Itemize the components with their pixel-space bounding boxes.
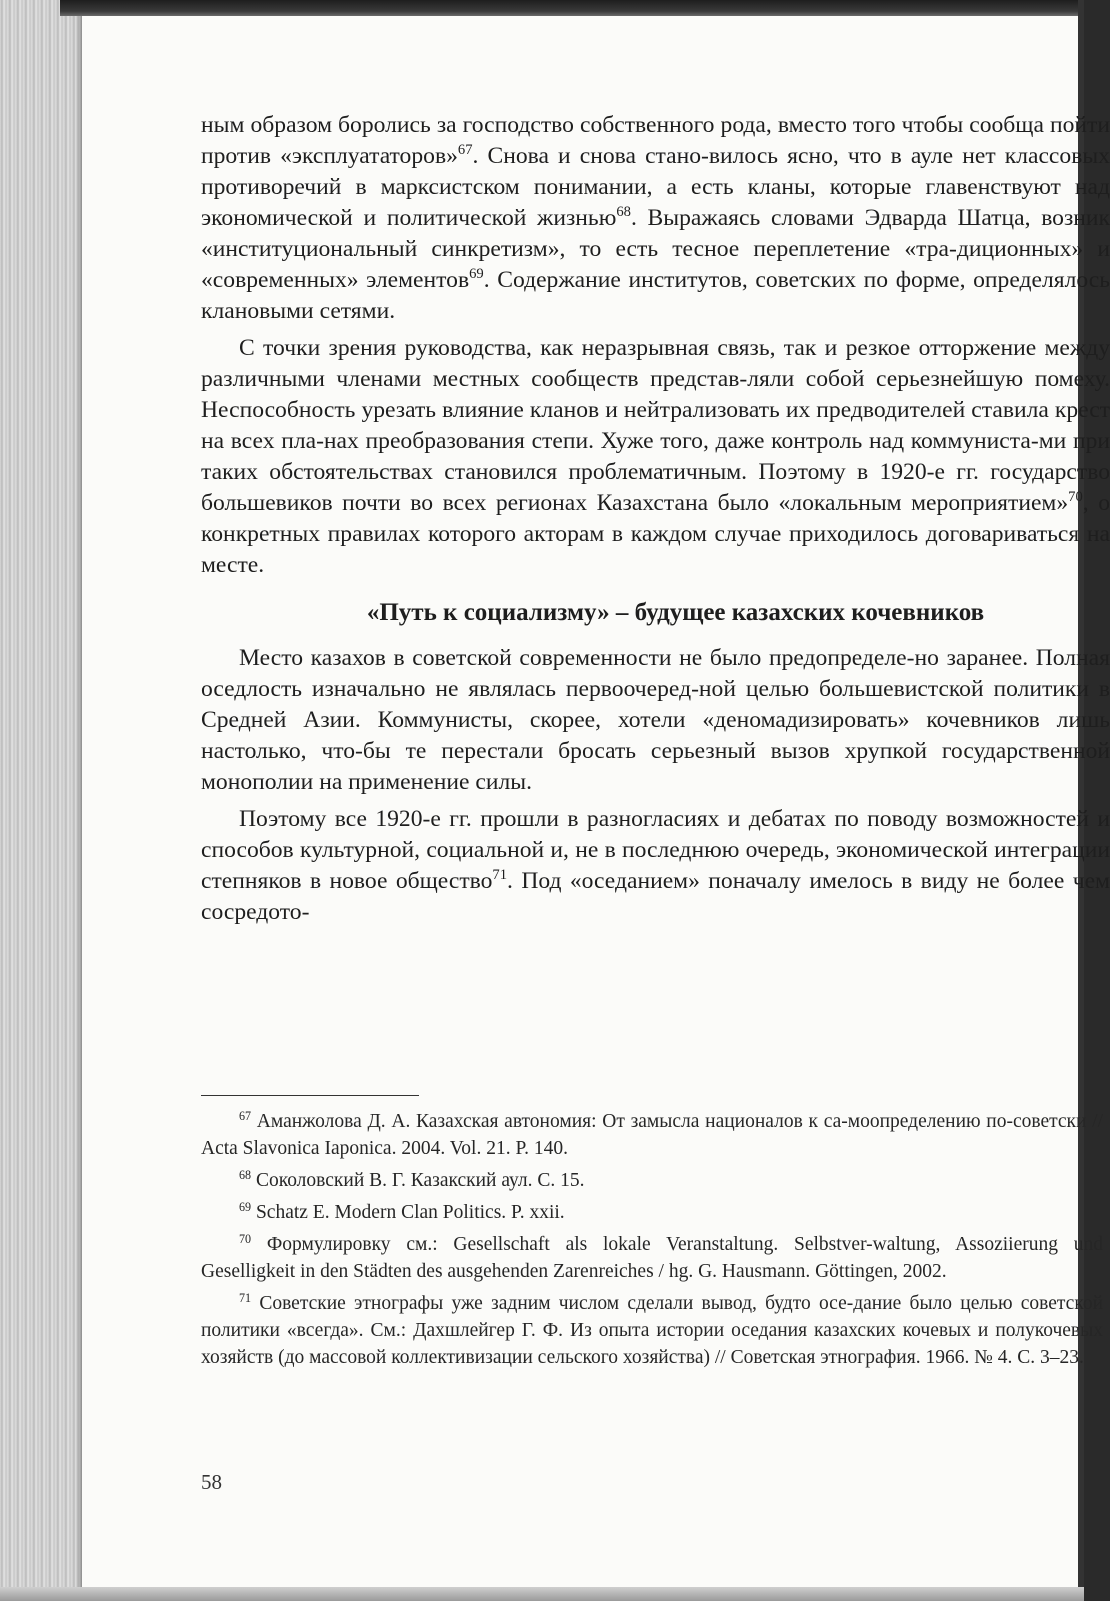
- footnote-ref-68: 68: [616, 204, 631, 221]
- footnote-71: $^{71}$ Советские этнографы уже задним числом сделали вывод, будто осе-дание было целью советской политики «всегда». См.: Дахшлейгер Г. Ф. Из опыта истории оседания казахских кочевых и полукочевых хозяйств (до массовой коллективизации сельского хозяйства) // Советская этнография. 1966. № 4. С. 3–23.: [201, 1290, 1104, 1368]
- footnote-67: $^{67}$ Аманжолова Д. А. Казахская автономия: От замысла националов к са-моопределению по-советски // Acta Slavonica Iaponica. 2004. Vol. 21. P. 140.: [201, 1108, 1103, 1159]
- footnote-68: $^{68}$ Соколовский В. Г. Казакский аул. С. 15.: [239, 1167, 585, 1191]
- section-heading: «Путь к социализму» – будущее казахских кочевников: [366, 599, 985, 626]
- footnote-number: 69: [239, 1199, 252, 1214]
- footnote-number: 67: [239, 1108, 252, 1123]
- book-bottom-edge: [0, 1587, 1084, 1601]
- footnote-70: $^{70}$ Формулировку см.: Gesellschaft als lokale Veranstaltung. Selbstver-waltung, Assoziierung und Geselligkeit in den Städten des ausgehenden Zarenreiches / hg. G. Hausmann. Göttingen, 2002.: [201, 1231, 1104, 1282]
- book-page: [82, 16, 1110, 1587]
- footnote-69: $^{69}$ Schatz E. Modern Clan Politics. P. xxii.: [239, 1199, 565, 1223]
- paragraph-3: Место казахов в советской современности не было предопределе-но заранее. Полная оседлость изначально не являлась первоочеред-ной целью большевистской политики в Средней Азии. Коммунисты, скорее, хотели «деномадизировать» кочевников лишь настолько, что-бы те перестали бросать серьезный вызов хрупкой государственной монополии на применение силы.: [201, 645, 1110, 795]
- page-stack-edge: [0, 0, 82, 1601]
- book-top-edge: [60, 0, 1084, 16]
- footnote-number: 71: [239, 1290, 252, 1305]
- footnote-number: 68: [239, 1167, 252, 1182]
- footnote-ref-69: 69: [469, 266, 484, 283]
- page-number: 58: [201, 1470, 222, 1494]
- paragraph-2: С точки зрения руководства, как неразрывная связь, так и резкое отторжение между различными членами местных сообществ представ-ляли собой серьезнейшую помеху. Неспособность урезать влияние кланов и нейтрализовать их предводителей ставила крест на всех пла-нах преобразования степи. Хуже того, даже контроль над коммуниста-ми при таких обстоятельствах становился проблематичным. Поэтому в 1920-е гг. государство большевиков почти во всех регионах Казахстана было «локальным мероприятием»$^{70}$, о конкретных правилах которого акторам в каждом случае приходилось договариваться на месте.: [201, 335, 1110, 578]
- footnote-ref-70: 70: [1068, 489, 1083, 506]
- footnote-number: 70: [239, 1231, 252, 1246]
- footnote-separator: [201, 1095, 419, 1096]
- footnote-ref-67: 67: [457, 142, 473, 159]
- paragraph-4: Поэтому все 1920-е гг. прошли в разногласиях и дебатах по поводу возможностей и способов культурной, социальной и, не в последнюю очередь, экономической интеграции степняков в новое общество$^{71}$. Под «оседанием» поначалу имелось в виду не более чем сосредото-: [201, 806, 1110, 925]
- footnote-ref-71: 71: [492, 867, 508, 884]
- footnotes: [201, 1108, 1103, 1376]
- paragraph-1: ным образом боролись за господство собственного рода, вместо того чтобы сообща пойти против «эксплуататоров»$^{67}$. Снова и снова стано-вилось ясно, что в ауле нет классовых противоречий в марксистском понимании, а есть кланы, которые главенствуют над экономической и политической жизнью$^{68}$. Выражаясь словами Эдварда Шатца, возник «институциональный синкретизм», то есть тесное переплетение «тра-диционных» и «современных» элементов$^{69}$. Содержание институтов, советских по форме, определялось клановыми сетями.: [201, 112, 1110, 324]
- main-text: [201, 110, 1110, 934]
